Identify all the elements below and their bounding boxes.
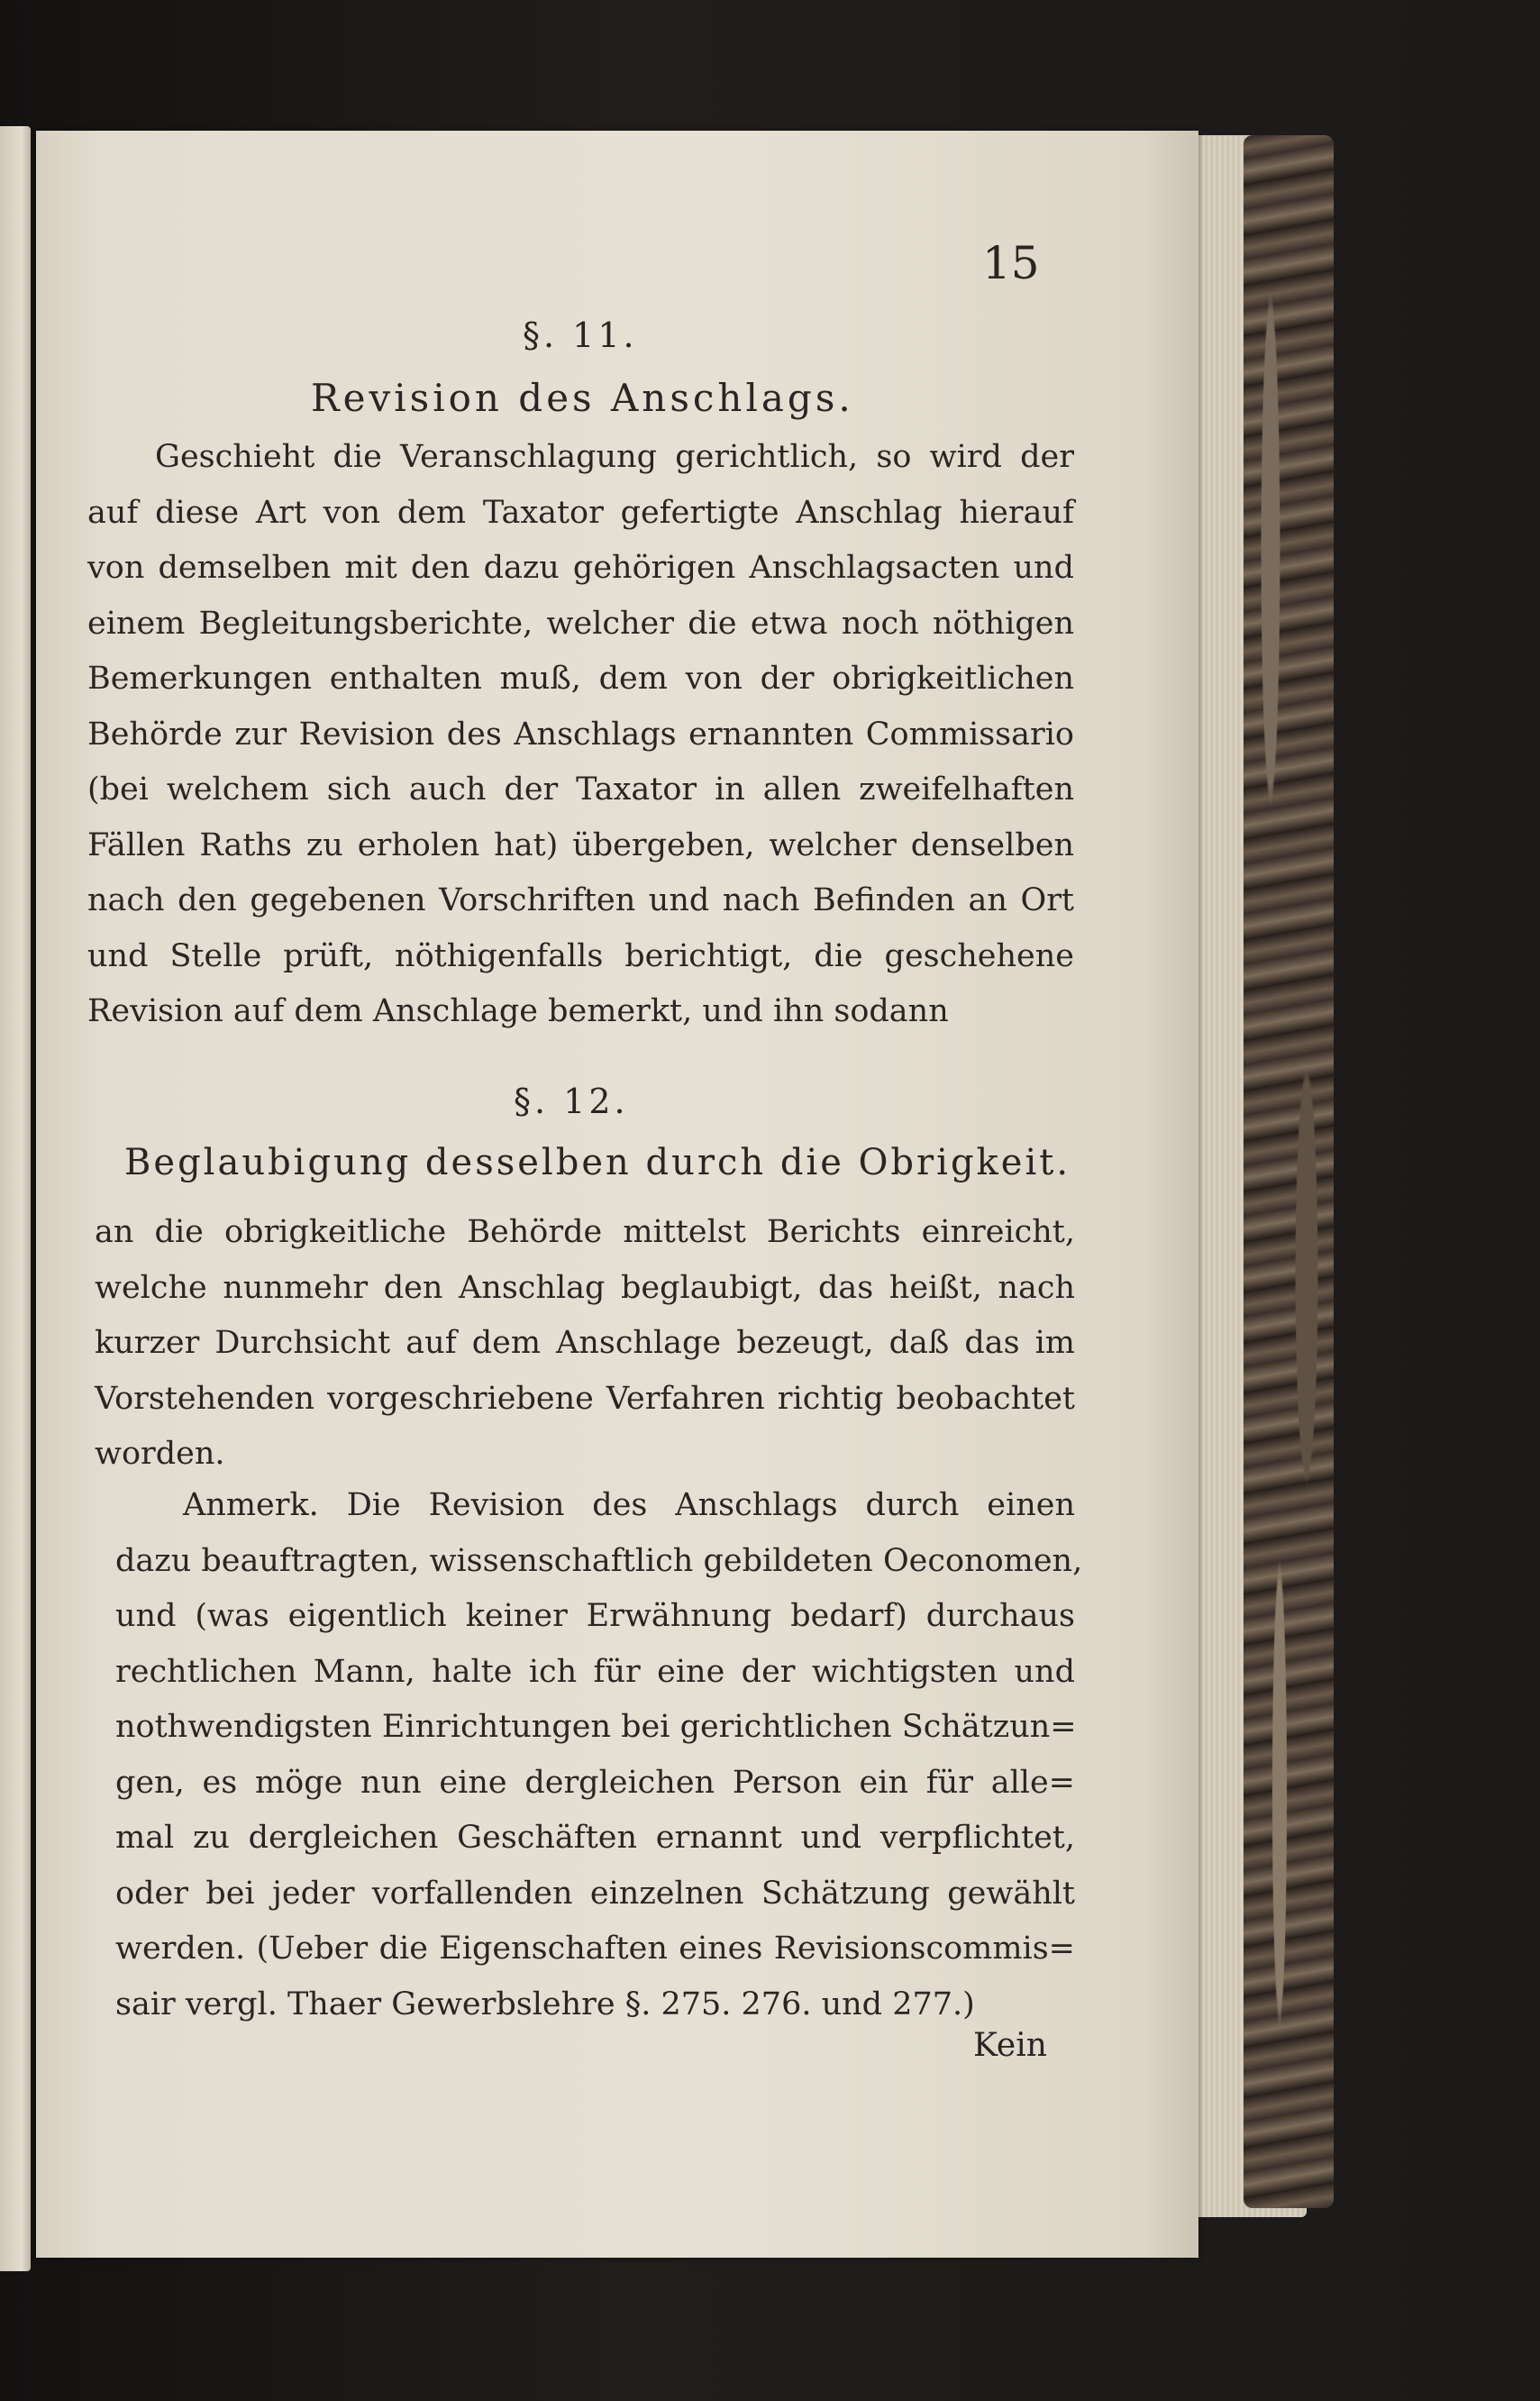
text-line: Revision auf dem Anschlage bemerkt, und ihn sodann xyxy=(87,993,949,1029)
text-line: und Stelle prüft, nöthigenfalls berichtigt, die geschehene xyxy=(87,937,1074,974)
text-line: Geschieht die Veranschlagung gerichtlich, so wird der xyxy=(155,439,1074,475)
text-line: worden. xyxy=(95,1436,225,1472)
text-line: kurzer Durchsicht auf dem Anschlage bezeugt, daß das im xyxy=(95,1325,1075,1361)
page-number: 15 xyxy=(982,237,1040,289)
text-line: nothwendigsten Einrichtungen bei gerichtlichen Schätzun= xyxy=(115,1709,1077,1745)
text-line: Bemerkungen enthalten muß, dem von der obrigkeitlichen xyxy=(87,661,1074,697)
text-line: rechtlichen Mann, halte ich für eine der wichtigsten und xyxy=(115,1653,1075,1690)
text-line: an die obrigkeitliche Behörde mittelst Berichts einreicht, xyxy=(95,1214,1075,1250)
text-line: Fällen Raths zu erholen hat) übergeben, welcher denselben xyxy=(87,826,1074,863)
text-line: oder bei jeder vorfallenden einzelnen Schätzung gewählt xyxy=(115,1875,1075,1912)
text-line: von demselben mit den dazu gehörigen Anschlagsacten und xyxy=(87,550,1074,586)
book-page xyxy=(36,131,1198,2258)
text-line: mal zu dergleichen Geschäften ernannt und verpflichtet, xyxy=(115,1820,1075,1856)
note-text xyxy=(115,1478,1083,2032)
section-12-number: §. 12. xyxy=(514,1082,629,1121)
catchword: Kein xyxy=(973,2027,1047,2064)
text-line: sair vergl. Thaer Gewerbslehre §. 275. 276. und 277.) xyxy=(115,1986,975,2022)
text-line: (bei welchem sich auch der Taxator in allen zweifelhaften xyxy=(87,771,1074,808)
marbled-cover-edge xyxy=(1244,135,1334,2208)
section-12-text xyxy=(95,1205,1075,1483)
section-11-title: Revision des Anschlags. xyxy=(311,376,854,420)
text-line: werden. (Ueber die Eigenschaften eines Revisionscommis= xyxy=(115,1931,1075,1967)
text-line: welche nunmehr den Anschlag beglaubigt, das heißt, nach xyxy=(95,1269,1075,1306)
text-line: und (was eigentlich keiner Erwähnung bedarf) durchaus xyxy=(115,1598,1075,1634)
section-11-number: §. 11. xyxy=(523,315,638,355)
text-line: auf diese Art von dem Taxator gefertigte Anschlag hierauf xyxy=(87,494,1074,531)
text-line: nach den gegebenen Vorschriften und nach Befinden an Ort xyxy=(87,882,1074,918)
text-line: Anmerk. Die Revision des Anschlags durch einen xyxy=(183,1487,1075,1523)
left-page-edge xyxy=(0,126,31,2271)
text-line: Behörde zur Revision des Anschlags ernannten Commissario xyxy=(87,716,1074,753)
section-12-title: Beglaubigung desselben durch die Obrigkeit. xyxy=(124,1142,1071,1183)
text-line: gen, es möge nun eine dergleichen Person ein für alle= xyxy=(115,1764,1075,1801)
text-line: einem Begleitungsberichte, welcher die etwa noch nöthigen xyxy=(87,605,1074,642)
section-11-text xyxy=(87,430,1074,1040)
text-line: Vorstehenden vorgeschriebene Verfahren richtig beobachtet xyxy=(95,1380,1075,1417)
text-line: dazu beauftragten, wissenschaftlich gebildeten Oeconomen, xyxy=(115,1542,1083,1579)
